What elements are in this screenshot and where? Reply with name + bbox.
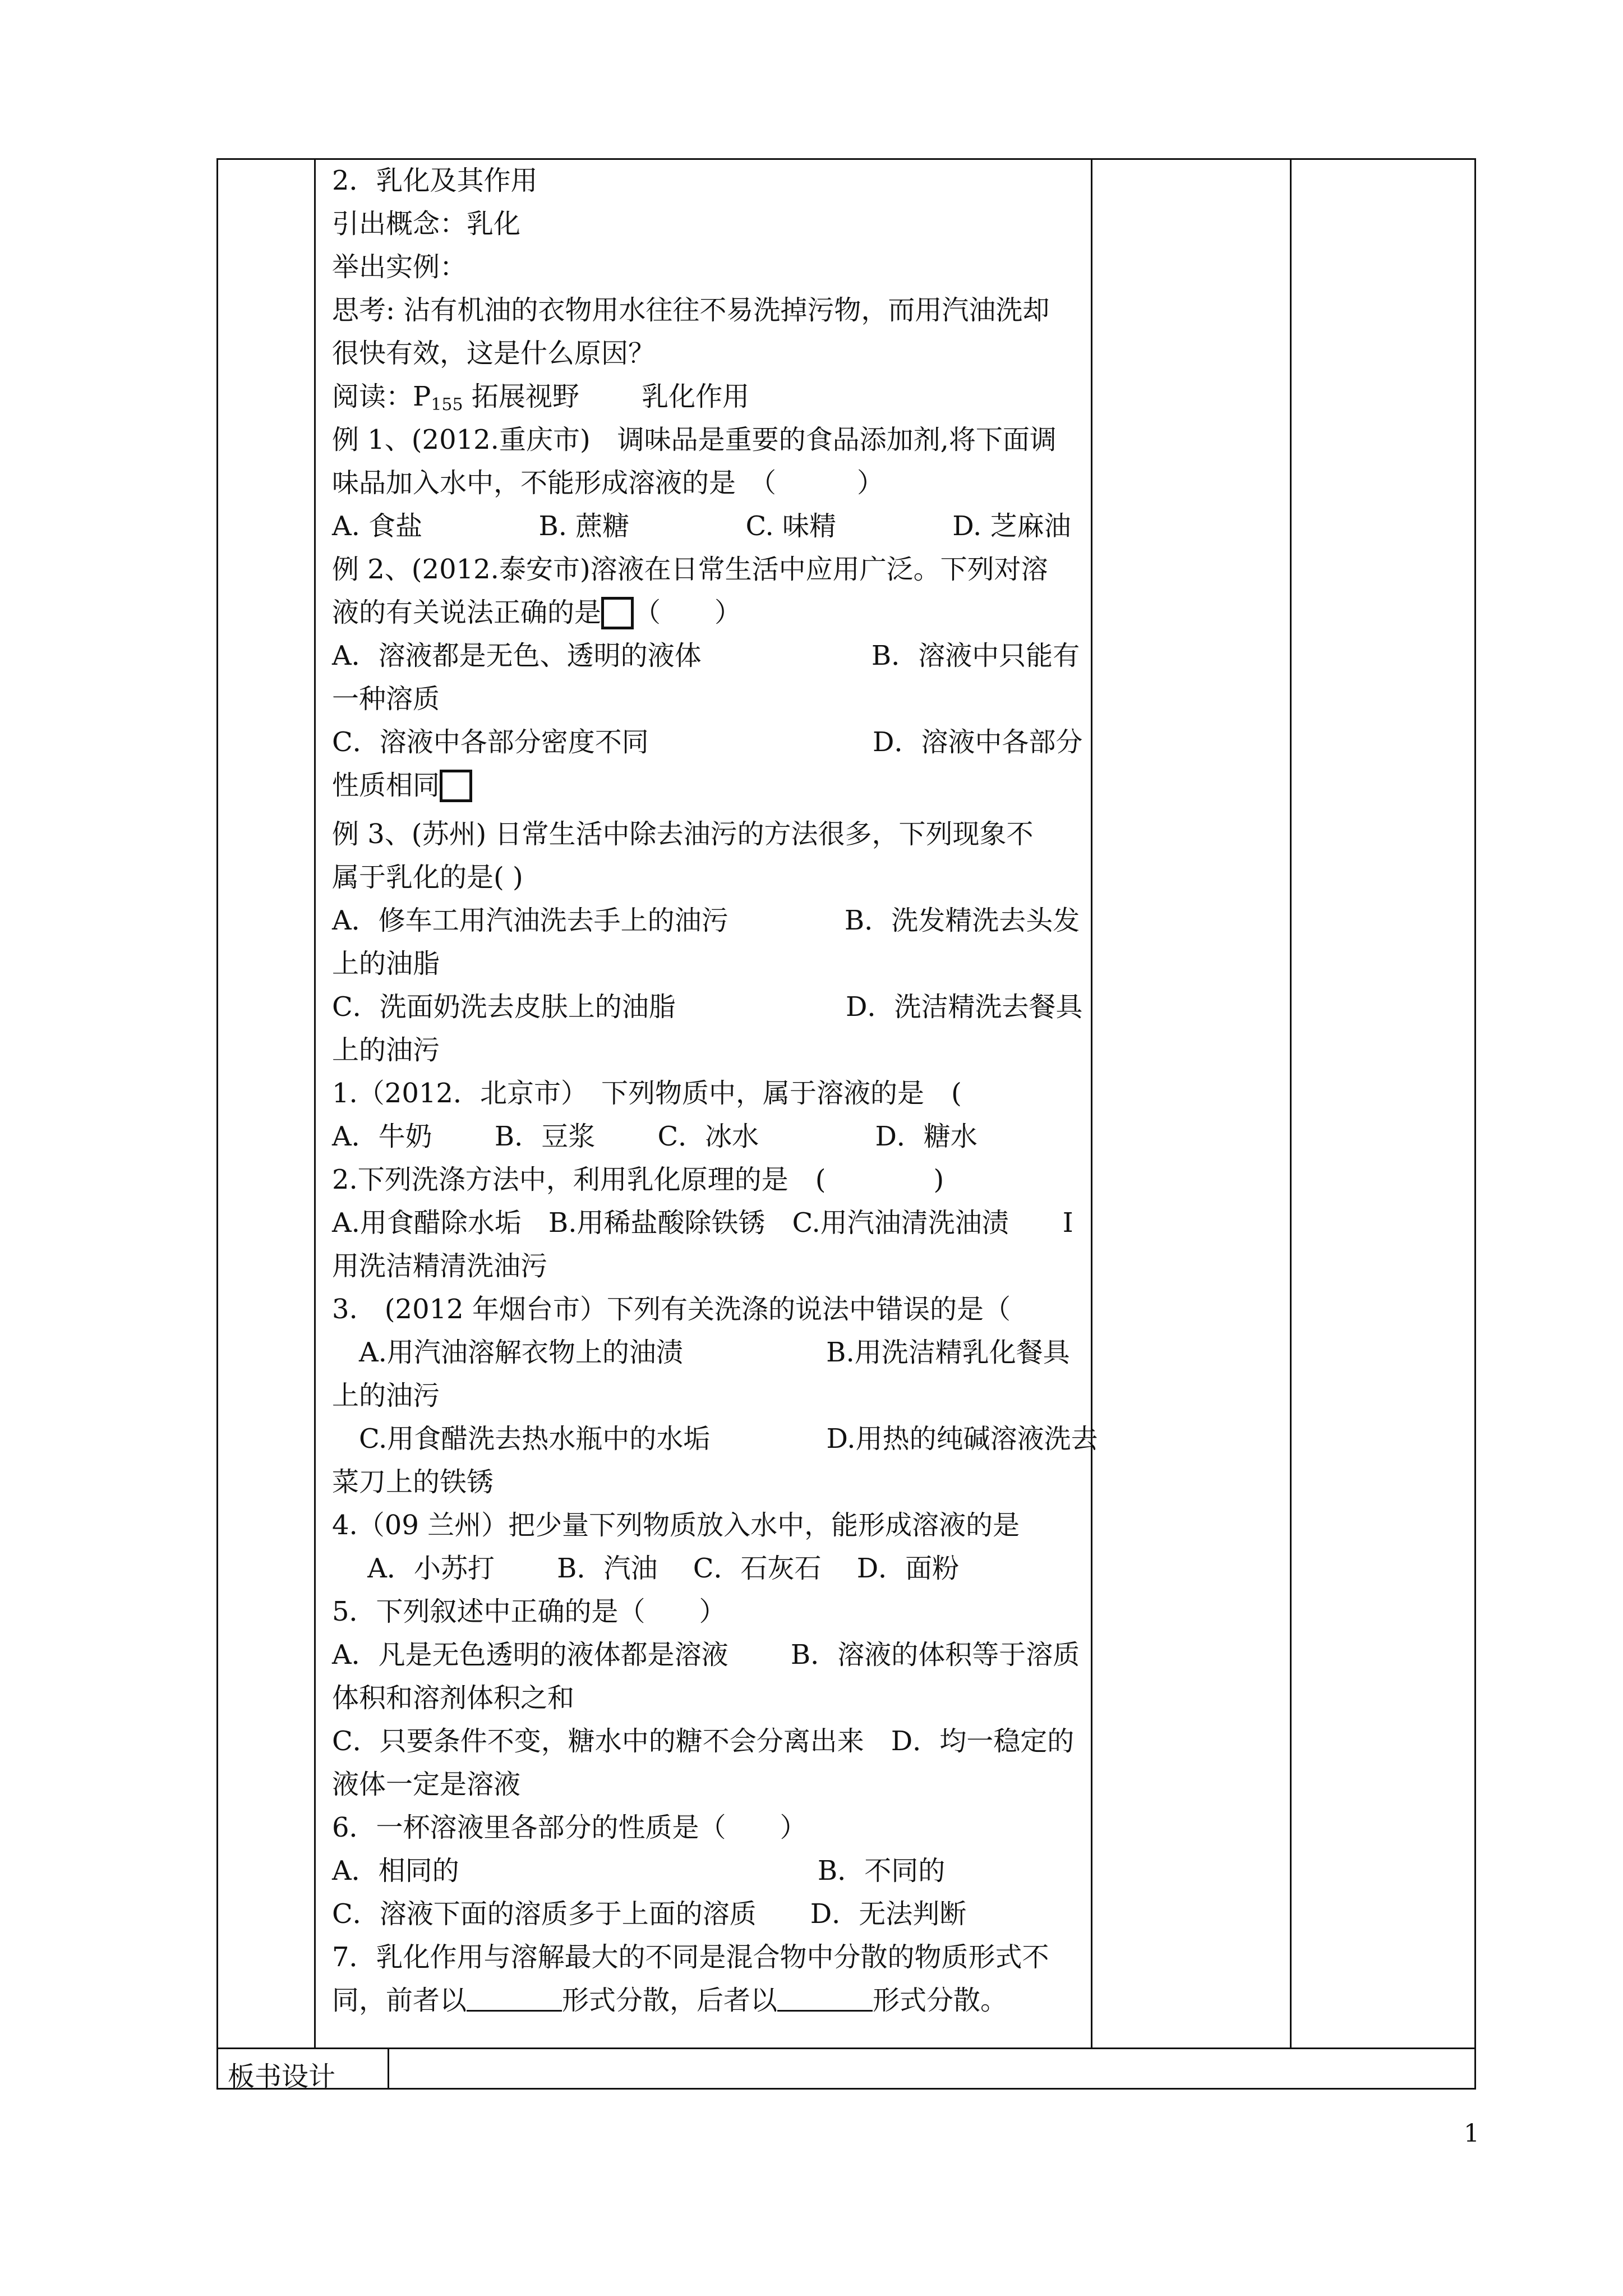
text-line: 菜刀上的铁锈 xyxy=(332,1466,494,1498)
reading-line xyxy=(332,375,1100,418)
question-1: 1.（2012．北京市） 下列物质中，属于溶液的是 ( xyxy=(332,1078,962,1109)
text-line xyxy=(332,1979,1100,2022)
reading-prefix: 阅读：P xyxy=(332,381,431,412)
fill-text: 形式分散。 xyxy=(873,1985,1008,2016)
options-line: C．溶液下面的溶质多于上面的溶质 D．无法判断 xyxy=(332,1898,967,1930)
text-line: A．溶液都是无色、透明的液体 B．溶液中只能有 xyxy=(332,640,1080,671)
page-number: 1 xyxy=(1464,2119,1479,2148)
page-subscript: 155 xyxy=(431,395,463,415)
example-1: 例 1、(2012.重庆市) 调味品是重要的食品添加剂,将下面调 xyxy=(332,424,1057,455)
row-divider xyxy=(216,2047,1476,2049)
text-line: 上的油污 xyxy=(332,1380,440,1411)
example-2: 例 2、(2012.泰安市)溶液在日常生活中应用广泛。下列对溶 xyxy=(332,554,1048,585)
option-text: 性质相同 xyxy=(332,770,440,801)
question-4: 4.（09 兰州）把少量下列物质放入水中，能形成溶液的是 xyxy=(332,1510,1020,1541)
section-heading: 2．乳化及其作用 xyxy=(332,165,538,196)
col-divider-3 xyxy=(1290,158,1292,2049)
text-line: 上的油脂 xyxy=(332,948,440,979)
text-line: C.用食醋洗去热水瓶中的水垢 D.用热的纯碱溶液洗去 xyxy=(332,1423,1098,1455)
question-text: 液的有关说法正确的是 xyxy=(332,597,602,628)
text-line: A．修车工用汽油洗去手上的油污 B．洗发精洗去头发 xyxy=(332,905,1080,936)
text-line: 用洗洁精清洗油污 xyxy=(332,1250,548,1282)
question-7: 7．乳化作用与溶解最大的不同是混合物中分散的物质形式不 xyxy=(332,1941,1049,1973)
fill-blank-2[interactable] xyxy=(777,1985,873,2012)
text-line: 味品加入水中，不能形成溶液的是 （ ） xyxy=(332,467,884,499)
text-line: C．洗面奶洗去皮肤上的油脂 D．洗洁精洗去餐具 xyxy=(332,991,1083,1023)
text-line: A.用汽油溶解衣物上的油渍 B.用洗洁精乳化餐具 xyxy=(332,1337,1070,1368)
text-line: 一种溶质 xyxy=(332,683,440,715)
question-6: 6．一杯溶液里各部分的性质是（ ） xyxy=(332,1812,807,1843)
text-line: 液体一定是溶液 xyxy=(332,1769,521,1800)
options-line: A.用食醋除水垢 B.用稀盐酸除铁锈 C.用汽油清洗油渍 I xyxy=(332,1207,1073,1239)
board-divider xyxy=(388,2047,389,2090)
options-line: A. 食盐 B. 蔗糖 C. 味精 D. 芝麻油 xyxy=(332,510,1071,542)
fill-text: 形式分散，后者以 xyxy=(562,1985,778,2016)
lesson-content xyxy=(332,159,1100,2022)
text-line xyxy=(332,591,1100,634)
question-5: 5．下列叙述中正确的是（ ） xyxy=(332,1596,726,1627)
options-line: A．小苏打 B．汽油 C．石灰石 D．面粉 xyxy=(332,1553,960,1584)
answer-paren: （ ） xyxy=(634,597,742,628)
text-line: C．只要条件不变，糖水中的糖不会分离出来 D．均一稳定的 xyxy=(332,1726,1075,1757)
text-line: 上的油污 xyxy=(332,1034,440,1066)
question-2: 2.下列洗涤方法中，利用乳化原理的是 ( ) xyxy=(332,1164,944,1195)
example-3: 例 3、(苏州) 日常生活中除去油污的方法很多，下列现象不 xyxy=(332,818,1034,850)
text-line: 举出实例： xyxy=(332,251,467,283)
fill-blank-1[interactable] xyxy=(467,1985,562,2012)
board-design-label: 板书设计 xyxy=(228,2061,336,2092)
question-3: 3. (2012 年烟台市）下列有关洗涤的说法中错误的是（ xyxy=(332,1294,1011,1325)
reading-title: 拓展视野 乳化作用 xyxy=(463,381,750,412)
options-line: A．牛奶 B．豆浆 C．冰水 D．糖水 xyxy=(332,1121,978,1152)
text-line: 引出概念：乳化 xyxy=(332,208,521,240)
text-line: 很快有效，这是什么原因？ xyxy=(332,338,656,369)
text-line: A．凡是无色透明的液体都是溶液 B．溶液的体积等于溶质 xyxy=(332,1639,1080,1671)
text-line: 思考: 沾有机油的衣物用水往往不易洗掉污物，而用汽油洗却 xyxy=(332,295,1050,326)
text-line: 属于乳化的是( ) xyxy=(332,862,523,893)
answer-box xyxy=(440,770,472,802)
answer-box xyxy=(601,597,634,629)
text-line: 体积和溶剂体积之和 xyxy=(332,1682,575,1714)
text-line: C．溶液中各部分密度不同 D．溶液中各部分 xyxy=(332,726,1083,758)
col-divider-1 xyxy=(314,158,316,2049)
text-line xyxy=(332,764,1100,807)
fill-text: 同，前者以 xyxy=(332,1985,467,2016)
options-line: A．相同的 B．不同的 xyxy=(332,1855,946,1887)
